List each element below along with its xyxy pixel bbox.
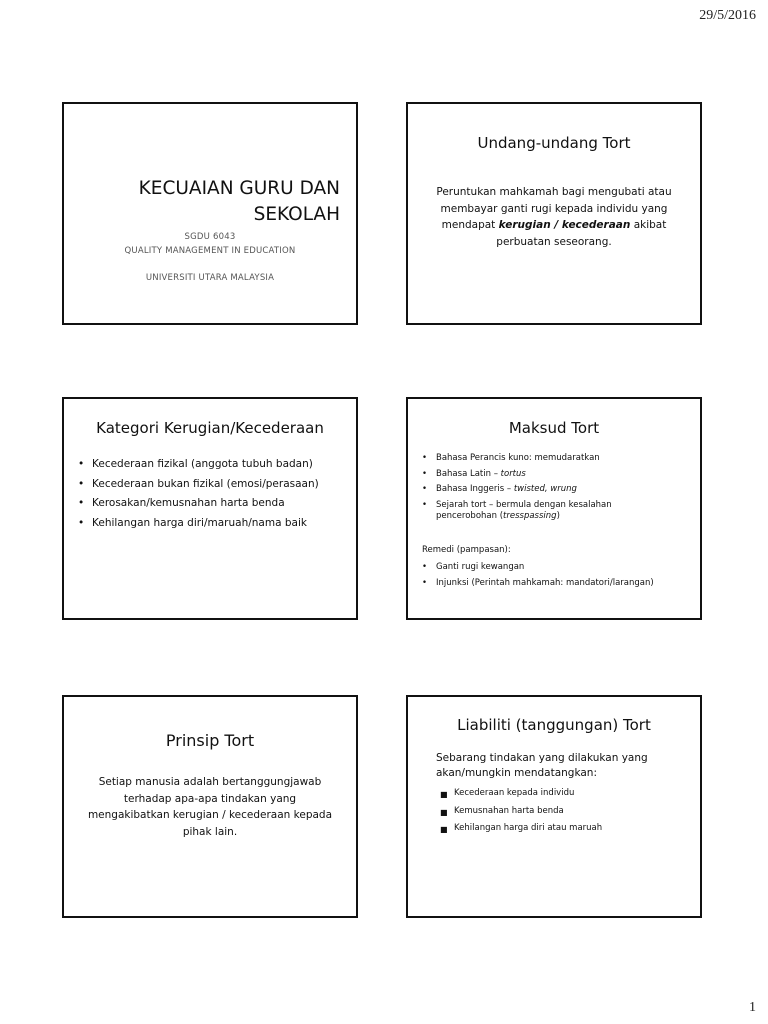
list-item-text: Kecederaan bukan fizikal (emosi/perasaan) — [92, 477, 319, 490]
list-item — [422, 484, 692, 496]
emphasis-text: twisted, wrung — [513, 484, 577, 494]
paragraph-line: Peruntukan mahkamah bagi mengubati atau — [436, 186, 672, 198]
course-name: QUALITY MANAGEMENT IN EDUCATION — [124, 246, 296, 256]
slide-heading: Prinsip Tort — [165, 731, 255, 750]
list-item — [78, 494, 319, 514]
list-item — [440, 785, 602, 803]
slide-liabiliti-tort — [406, 695, 702, 918]
bullet-icon: • — [78, 516, 85, 529]
bullet-list — [422, 453, 692, 523]
list-item — [440, 820, 602, 838]
list-item-text: Kecederaan fizikal (anggota tubuh badan) — [92, 458, 313, 470]
list-item-text: Kehilangan harga diri/maruah/nama baik — [92, 516, 307, 529]
emphasis-text: kerugian / kecederaan — [498, 219, 631, 231]
bullet-icon: • — [78, 477, 85, 490]
list-item-text: Bahasa Inggeris – — [436, 484, 514, 494]
slide-main-title — [130, 176, 340, 228]
paragraph-line: mengakibatkan kerugian / kecederaan kepada — [87, 809, 333, 821]
text-span: akibat — [630, 219, 667, 231]
page-number: 1 — [749, 1000, 756, 1015]
remedy-heading: Remedi (pampasan): — [422, 545, 511, 555]
university-name: UNIVERSITI UTARA MALAYSIA — [145, 273, 275, 283]
bullet-icon: • — [422, 453, 428, 463]
intro-text — [436, 751, 648, 781]
emphasis-text: tresspassing — [503, 511, 557, 521]
intro-line: Sebarang tindakan yang dilakukan yang — [436, 752, 648, 764]
emphasis-text: tortus — [500, 468, 526, 479]
list-item-text: Sejarah tort – bermula dengan kesalahan — [436, 499, 612, 510]
list-item — [422, 576, 698, 592]
bullet-icon: • — [422, 484, 428, 494]
bullet-list — [440, 785, 602, 838]
slide-maksud-tort — [406, 397, 702, 620]
slide-undang-undang-tort — [406, 102, 702, 325]
slide-paragraph — [418, 184, 690, 250]
list-item — [422, 560, 698, 576]
text-span: pencerobohan ( — [436, 511, 504, 521]
list-item — [78, 514, 319, 534]
list-item — [440, 803, 602, 821]
intro-line: akan/mungkin mendatangkan: — [436, 767, 597, 779]
bullet-icon: • — [422, 562, 428, 572]
bullet-icon: • — [422, 468, 428, 479]
square-bullet-icon: ■ — [440, 790, 448, 799]
paragraph-line: membayar ganti rugi kepada individu yang — [440, 202, 668, 215]
bullet-icon: • — [422, 499, 428, 510]
list-item-text: Injunksi (Perintah mahkamah: mandatori/larangan) — [436, 577, 654, 588]
bullet-icon: • — [422, 577, 428, 588]
slide-heading: Undang-undang Tort — [477, 134, 631, 152]
list-item — [422, 500, 692, 523]
bullet-icon: • — [78, 497, 85, 509]
slide-kategori-kerugian — [62, 397, 358, 620]
remedy-list — [422, 560, 698, 591]
list-item-text: Kemusnahan harta benda — [454, 805, 564, 816]
title-line: KECUAIAN GURU DAN — [138, 178, 340, 199]
header-date: 29/5/2016 — [699, 8, 756, 23]
square-bullet-icon: ■ — [440, 807, 448, 817]
list-item-text: Bahasa Perancis kuno: memudaratkan — [436, 453, 600, 463]
slide-heading: Liabiliti (tanggungan) Tort — [457, 716, 651, 734]
text-span: mendapat — [441, 219, 499, 231]
slide-heading: Kategori Kerugian/Kecederaan — [96, 419, 324, 437]
paragraph-line: perbuatan seseorang. — [496, 235, 612, 248]
slide-heading: Maksud Tort — [508, 419, 600, 437]
slide-title — [62, 102, 358, 325]
paragraph-line: pihak lain. — [182, 825, 238, 838]
list-item — [422, 453, 692, 465]
bullet-list — [78, 455, 319, 533]
text-span: ) — [556, 511, 560, 521]
bullet-icon: • — [78, 458, 85, 470]
list-item-text: Kehilangan harga diri atau maruah — [454, 823, 603, 833]
paragraph-line — [418, 217, 690, 234]
title-line: SEKOLAH — [253, 204, 340, 225]
list-item — [78, 475, 319, 495]
list-item-text: Kerosakan/kemusnahan harta benda — [92, 497, 285, 509]
list-item — [422, 469, 692, 481]
list-item-text — [436, 511, 692, 523]
slide-prinsip-tort — [62, 695, 358, 918]
list-item-text: Kecederaan kepada individu — [454, 788, 575, 798]
list-item — [78, 455, 319, 475]
slide-paragraph — [72, 774, 348, 840]
square-bullet-icon: ■ — [440, 825, 448, 834]
list-item-text: Bahasa Latin – — [436, 468, 501, 479]
paragraph-line: Setiap manusia adalah bertanggungjawab — [98, 776, 322, 788]
list-item-text: Ganti rugi kewangan — [436, 562, 525, 572]
paragraph-line: terhadap apa-apa tindakan yang — [123, 792, 297, 805]
course-code: SGDU 6043 — [184, 232, 236, 242]
